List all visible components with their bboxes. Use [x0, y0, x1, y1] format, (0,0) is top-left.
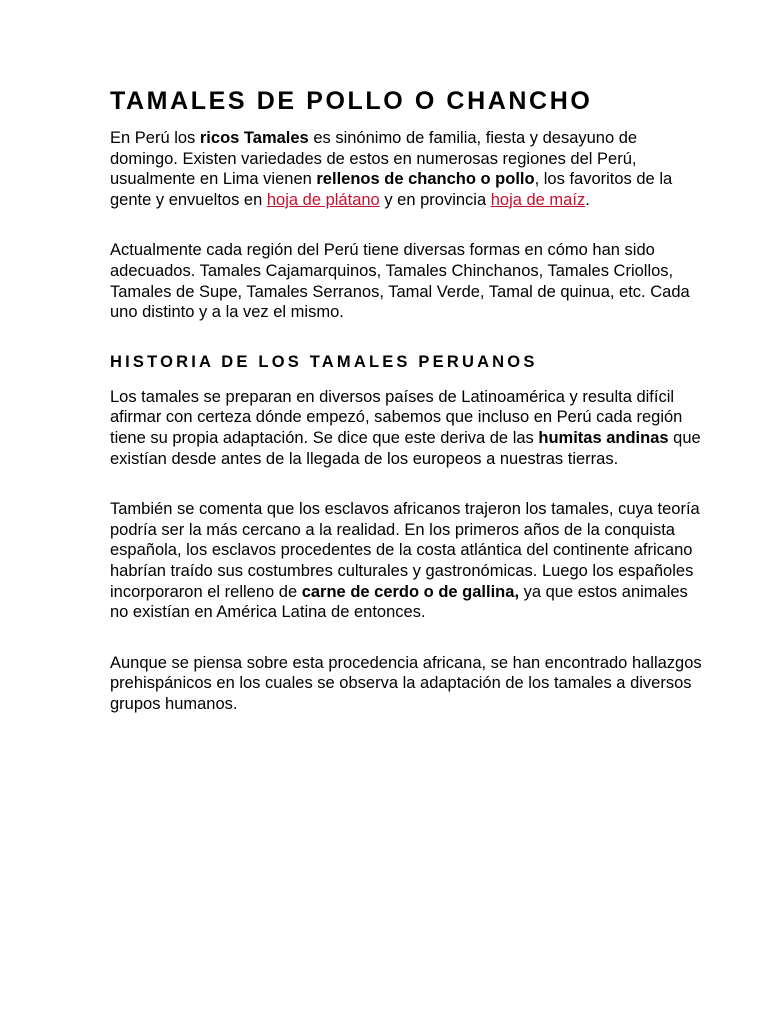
history-text-2: que existían desde antes de la llegada de los europeos a nuestras tierras. [110, 428, 701, 468]
history-paragraph-3: Aunque se piensa sobre esta procedencia africana, se han encontrado hallazgos prehispánicos en los cuales se observa la adaptación de los tamales a diversos grupos humanos. [110, 653, 702, 713]
intro-bold-2: rellenos de chancho o pollo [316, 170, 535, 189]
intro-text-4: y en provincia [379, 190, 491, 209]
spacer [110, 469, 708, 499]
intro-text-1: En Perú los [110, 129, 200, 147]
intro-paragraph [110, 128, 708, 210]
african-text-2: ya que estos animales no existían en América Latina de entonces. [110, 582, 688, 622]
section-heading-historia: HISTORIA DE LOS TAMALES PERUANOS [110, 352, 538, 371]
intro-text-3: , los favoritos de la gente y envueltos en [110, 170, 673, 209]
intro-text-2: es sinónimo de familia, fiesta y desayuno de domingo. Existen variedades de estos en numerosas regiones del Perú, usualmente en Lima vienen [110, 129, 638, 189]
spacer [110, 623, 708, 653]
link-hoja-de-maiz[interactable]: hoja de maíz [490, 190, 586, 209]
african-text-1: También se comenta que los esclavos africanos trajeron los tamales, cuya teoría podría ser la más cercano a la realidad. En los primeros años de la conquista española, los esclavos procedentes de la costa atlántica del continente africano habrían traído sus costumbres culturales y gastronómicas. Luego los españoles incorporaron el relleno de [110, 500, 700, 601]
african-bold-1: carne de cerdo o de gallina, [301, 582, 520, 601]
intro-text-5: . [585, 190, 590, 209]
history-paragraph-2 [110, 499, 708, 623]
intro-bold-1: ricos Tamales [199, 129, 309, 147]
regions-paragraph: Actualmente cada región del Perú tiene diversas formas en cómo han sido adecuados. Tamales Cajamarquinos, Tamales Chinchanos, Tamales Criollos, Tamales de Supe, Tamales Serranos, Tamal Verde, Tamal de quinua, etc. Cada uno distinto y a la vez el mismo. [110, 241, 690, 322]
history-paragraph-1 [110, 387, 708, 469]
history-bold-1: humitas andinas [538, 428, 669, 447]
spacer [110, 210, 708, 240]
history-text-1: Los tamales se preparan en diversos países de Latinoamérica y resulta difícil afirmar con certeza dónde empezó, sabemos que incluso en Perú cada región tiene su propia adaptación. Se dice que este deriva de las [110, 387, 683, 447]
link-hoja-de-platano[interactable]: hoja de plátano [266, 190, 380, 209]
spacer [110, 323, 708, 351]
page-title: TAMALES DE POLLO O CHANCHO [110, 87, 593, 115]
